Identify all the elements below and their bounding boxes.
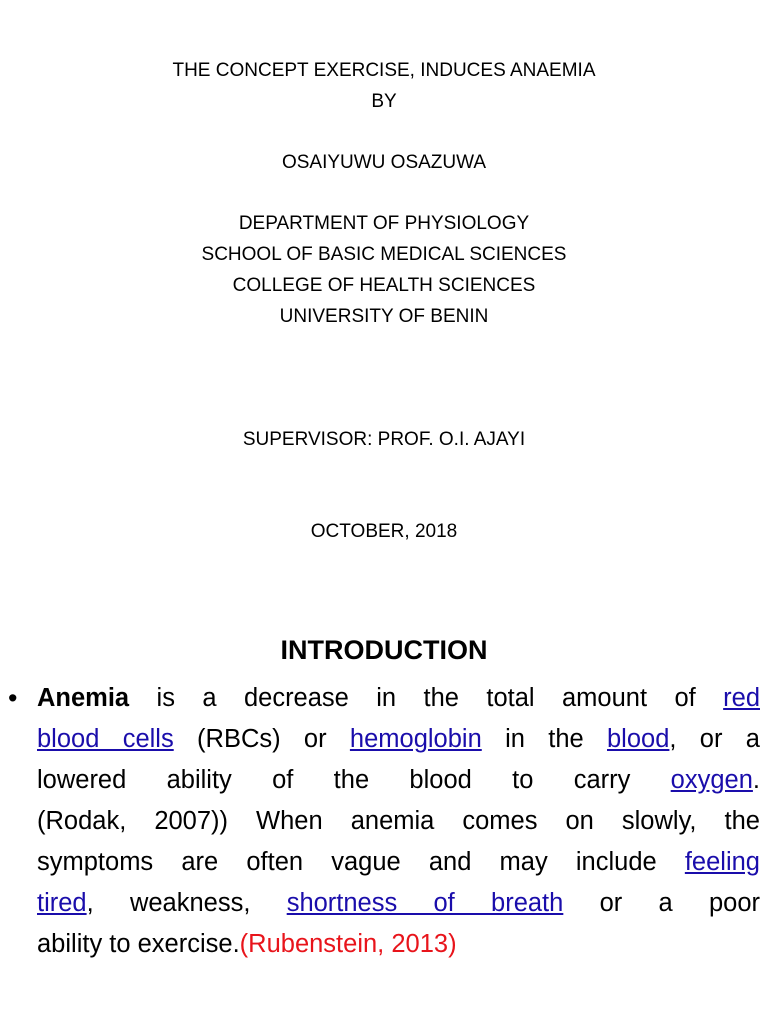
author-name: OSAIYUWU OSAZUWA (281, 152, 487, 173)
affiliation-school: SCHOOL OF BASIC MEDICAL SCIENCES (201, 244, 567, 265)
hemoglobin-link[interactable]: hemoglobin (349, 725, 482, 753)
presentation-title: THE CONCEPT EXERCISE, INDUCES ANAEMIA (172, 60, 596, 81)
red-blood-cells-link-cont[interactable]: blood cells (37, 725, 174, 753)
feeling-tired-link[interactable]: feeling (684, 848, 760, 876)
by-line: BY (371, 91, 397, 112)
body-text: , or a (669, 725, 760, 753)
introduction-heading: INTRODUCTION (280, 635, 488, 665)
supervisor-line: SUPERVISOR: PROF. O.I. AJAYI (242, 429, 526, 450)
blood-link[interactable]: blood (607, 725, 670, 753)
body-text: in the (481, 725, 607, 753)
body-text: (Rodak, 2007)) When anemia comes on slowly, the (37, 807, 760, 835)
affiliation-university: UNIVERSITY OF BENIN (279, 306, 489, 327)
introduction-slide (0, 600, 768, 1024)
affiliation-college: COLLEGE OF HEALTH SCIENCES (232, 275, 536, 296)
body-line-6 (37, 883, 760, 924)
body-line-2 (37, 719, 760, 760)
body-text: symptoms are often vague and may include (37, 848, 685, 876)
body-text: , weakness, (86, 889, 287, 917)
bullet-marker: • (8, 683, 18, 713)
body-text: lowered ability of the blood to carry (37, 766, 671, 794)
red-blood-cells-link[interactable]: red (723, 684, 760, 712)
body-line-7 (37, 924, 760, 965)
body-text: is a decrease in the total amount of (129, 684, 724, 712)
date-line: OCTOBER, 2018 (310, 521, 458, 542)
body-line-5 (37, 842, 760, 883)
body-text: or a poor (563, 889, 760, 917)
shortness-of-breath-link[interactable]: shortness of breath (286, 889, 564, 917)
citation-rubenstein: (Rubenstein, 2013) (239, 930, 457, 958)
oxygen-link[interactable]: oxygen (670, 766, 753, 794)
anemia-term: Anemia (37, 684, 130, 712)
body-text: ability to exercise. (37, 930, 240, 958)
body-line-3 (37, 760, 760, 801)
body-line-1 (37, 678, 760, 719)
affiliation-department: DEPARTMENT OF PHYSIOLOGY (238, 213, 530, 234)
feeling-tired-link-cont[interactable]: tired (37, 889, 87, 917)
body-line-4 (37, 801, 760, 842)
body-text: (RBCs) or (173, 725, 350, 753)
body-text: . (752, 766, 760, 794)
